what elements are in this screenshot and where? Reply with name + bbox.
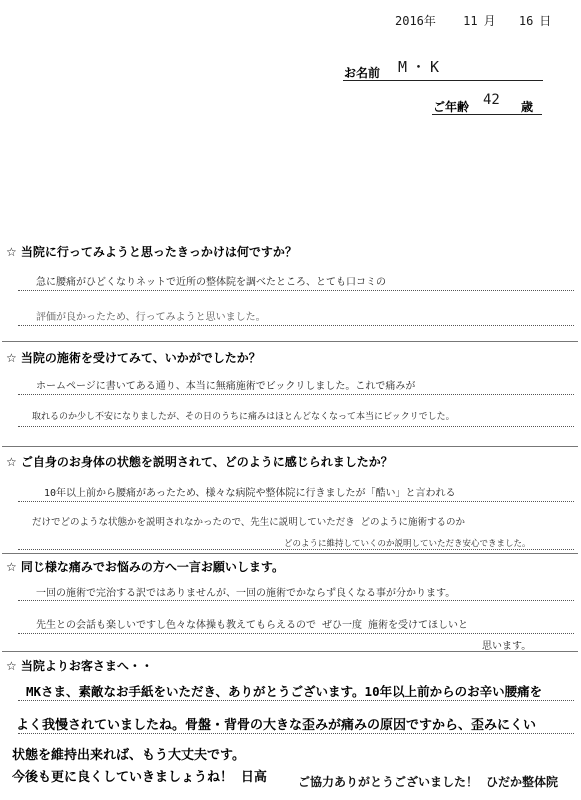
section-divider [2,553,578,554]
answer-line [18,501,574,502]
question-1-answer-line-1: 急に腰痛がひどくなりネットで近所の整体院を調べたところ、とても口コミの [36,277,386,288]
answer-line [18,600,574,601]
section-divider [2,341,578,342]
question-1-answer-line-2: 評価が良かったため、行ってみようと思いました。 [36,312,266,323]
question-4-answer-line-2: 先生との会話も楽しいですし色々な体操も教えてもらえるので ぜひ一度 施術を受けてほしいと [36,620,469,631]
date-month: 11 [463,14,478,28]
date [395,12,557,29]
question-3-answer-line-1: 10年以上前から腰痛があったため、様々な病院や整体院に行きましたが「酷い」と言われる [44,488,456,499]
age-label: ご年齢 [433,100,470,114]
question-1-title: ☆ 当院に行ってみようと思ったきっかけは何ですか？ [6,245,297,259]
question-3-title: ☆ ご自身のお身体の状態を説明されて、どのように感じられましたか？ [6,455,393,469]
question-2-answer-line-2: 取れるのか少し不安になりましたが、その日のうちに痛みはほとんどなくなって本当にビックリでした。 [32,412,455,422]
question-3-answer-line-3: どのように維持していくのか説明していただき安心できました。 [284,539,531,549]
section-divider [2,651,578,652]
footer-clinic-name: ひだか整体院 [486,775,559,789]
question-3-answer-line-2: だけでどのような状態かを説明されなかったので、先生に説明していただき どのように施術するのか [32,517,466,528]
date-day-unit: 日 [539,14,552,28]
date-year: 2016年 [395,14,436,28]
age-unit: 歳 [521,100,534,114]
reply-line-4: 今後も更に良くしていきましょうね！ 日高 [12,770,267,785]
answer-line [18,549,574,550]
footer-thanks: ご協力ありがとうございました！ [298,775,479,789]
question-2-title: ☆ 当院の施術を受けてみて、いかがでしたか？ [6,351,261,365]
reply-line-2: よく我慢されていましたね。骨盤・背骨の大きな歪みが痛みの原因ですから、歪みにくい [16,718,537,733]
reply-line-1: MKさま、素敵なお手紙をいただき、ありがとうございます。10年以上前からのお辛い腰痛を [26,684,543,699]
question-4-answer-line-1: 一回の施術で完治する訳ではありませんが、一回の施術でかならず良くなる事が分かります。 [36,588,456,599]
question-5-title: ☆ 当院よりお客さまへ・・ [6,659,153,673]
date-day: 16 [518,14,534,28]
name-value: M・K [398,58,444,76]
reply-line-rule [18,700,574,701]
name-label: お名前 [344,66,381,80]
age-value: 42 [483,92,500,108]
question-2-answer-line-1: ホームページに書いてある通り、本当に無痛施術でビックリしました。これで痛みが [36,381,416,392]
answer-line [18,633,574,634]
section-divider [2,446,578,447]
date-month-unit: 月 [483,14,496,28]
reply-line-rule [18,733,574,734]
question-4-title: ☆ 同じ様な痛みでお悩みの方へ一言お願いします。 [6,560,284,574]
answer-line [18,394,574,395]
reply-line-3: 状態を維持出来れば、もう大丈夫です。 [12,748,245,763]
question-4-answer-line-3: 思います。 [482,641,532,652]
age-underline [432,114,542,115]
answer-line [18,325,574,326]
answer-line [18,426,574,427]
answer-line [18,290,574,291]
name-underline [343,80,543,81]
